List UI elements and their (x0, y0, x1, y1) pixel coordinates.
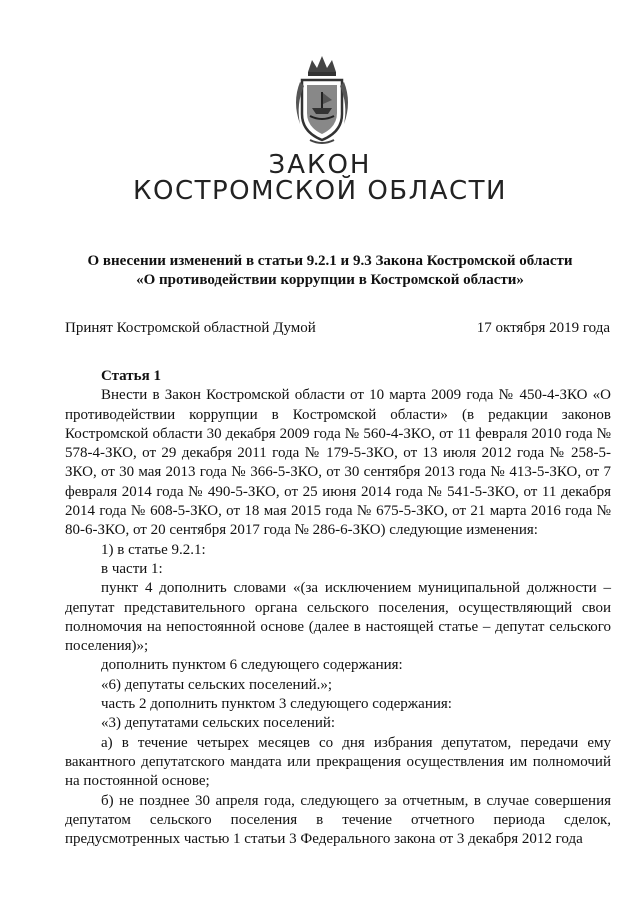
coat-of-arms-icon (290, 52, 354, 148)
paragraph: «3) депутатами сельских поселений: (101, 715, 336, 732)
law-title: ЗАКОН (268, 150, 372, 180)
paragraph: пункт 4 дополнить словами «(за исключением муниципальной должности – депутат представительного органа сельского поселения, осуществляющий свои полномочия на непостоянной основе (далее в настоящей статье – депутат сельского поселения)»; (65, 580, 611, 655)
paragraph: в части 1: (101, 560, 163, 577)
paragraph: 1) в статье 9.2.1: (101, 541, 206, 558)
paragraph: часть 2 дополнить пунктом 3 следующего содержания: (101, 696, 452, 713)
region-title: КОСТРОМСКОЙ ОБЛАСТИ (133, 176, 507, 206)
law-heading-line-2: «О противодействии коррупции в Костромской области» (136, 272, 524, 288)
paragraph: б) не позднее 30 апреля года, следующего за отчетным, в случае совершения депутатом сельского поселения в течение отчетного периода сделок, предусмотренных частью 1 статьи 3 Федерального закона от 3 декабря 2012 года (65, 792, 611, 848)
paragraph: а) в течение четырех месяцев со дня избрания депутатом, передачи ему вакантного депутатского мандата или прекращения осуществления им полномочий на постоянной основе; (65, 734, 611, 790)
law-heading-line-1: О внесении изменений в статьи 9.2.1 и 9.3 Закона Костромской области (87, 253, 573, 269)
adopted-by: Принят Костромской областной Думой (65, 320, 316, 336)
paragraph: Внести в Закон Костромской области от 10 марта 2009 года № 450-4-ЗКО «О противодействии коррупции в Костромской области» (в редакции законов Костромской области 30 декабря 2009 года № 560-4-ЗКО, от 11 февраля 2010 года № 578-4-ЗКО, от 29 декабря 2011 года № 179-5-ЗКО, от 13 июля 2012 года № 258-5-ЗКО, от 30 мая 2013 года № 366-5-ЗКО, от 30 сентября 2013 года № 413-5-ЗКО, от 7 февраля 2014 года № 490-5-ЗКО, от 25 июня 2014 года № 541-5-ЗКО, от 11 декабря 2014 года № 608-5-ЗКО, от 18 мая 2015 года № 675-5-ЗКО, от 21 марта 2016 года № 80-6-ЗКО, от 20 сентября 2017 года № 286-6-ЗКО) следующие изменения: (65, 387, 611, 539)
paragraph: дополнить пунктом 6 следующего содержания: (101, 657, 403, 674)
paragraph: «6) депутаты сельских поселений.»; (101, 676, 333, 693)
adoption-date: 17 октября 2019 года (476, 320, 610, 336)
adoption-line (65, 320, 610, 337)
article-body (65, 367, 611, 849)
article-title: Статья 1 (101, 368, 161, 384)
